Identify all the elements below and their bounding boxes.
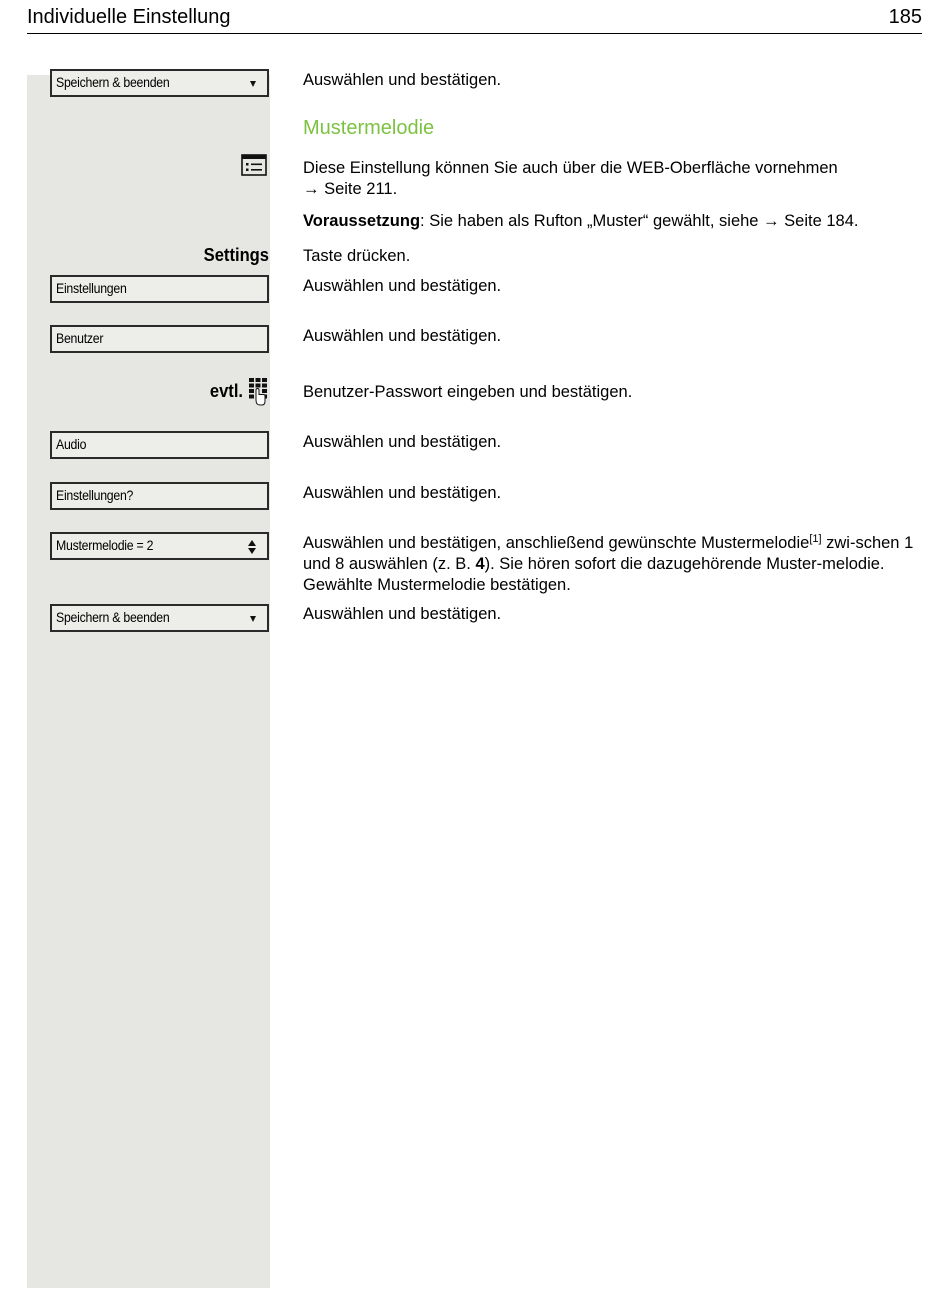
step-mustermelodie: [303, 533, 925, 596]
menu-label: Einstellungen: [56, 280, 127, 296]
melody-example: 4: [475, 555, 485, 573]
menu-label: Mustermelodie = 2: [56, 537, 154, 553]
step-audio: Auswählen und bestätigen.: [303, 433, 502, 451]
menu-save-end[interactable]: [50, 69, 269, 97]
menu-label: Speichern & beenden: [56, 609, 170, 625]
melody-text-3: ). Sie hören sofort die dazugehörende Muster-melodie. Gewählte Mustermelodie bestätigen.: [303, 555, 885, 594]
menu-label: Benutzer: [56, 330, 104, 346]
menu-einstellungen[interactable]: [50, 275, 269, 303]
footnote-ref[interactable]: [1]: [809, 533, 822, 545]
menu-label: Audio: [56, 436, 87, 452]
prerequisite-text: : Sie haben als Rufton „Muster“ gewählt, siehe → Seite 184.: [420, 212, 859, 230]
web-note-line2[interactable]: → Seite 211.: [303, 180, 398, 198]
menu-audio[interactable]: [50, 431, 269, 459]
menu-benutzer[interactable]: [50, 325, 269, 353]
step-einstellungen-q: Auswählen und bestätigen.: [303, 484, 502, 502]
keypad-icon: [248, 377, 268, 407]
header-title: Individuelle Einstellung: [27, 6, 231, 28]
evtl-label: evtl.: [209, 381, 243, 401]
step-einstellungen: Auswählen und bestätigen.: [303, 277, 502, 295]
section-heading: Mustermelodie: [303, 117, 435, 139]
step-benutzer: Auswählen und bestätigen.: [303, 327, 502, 345]
menu-save-end-2[interactable]: [50, 604, 269, 632]
menu-einstellungen-q[interactable]: [50, 482, 269, 510]
dropdown-arrow-icon: [250, 616, 256, 622]
melody-text-1: Auswählen und bestätigen, anschließend gewünschte Mustermelodie: [303, 534, 810, 552]
list-icon: [241, 154, 267, 176]
dropdown-arrow-icon: [250, 81, 256, 87]
page-number: 185: [888, 6, 922, 28]
press-key-text: Taste drücken.: [303, 247, 411, 265]
step-save-end: Auswählen und bestätigen.: [303, 71, 502, 89]
settings-key-label: Settings: [203, 245, 269, 265]
menu-label: Speichern & beenden: [56, 74, 170, 90]
step-save-end-2: Auswählen und bestätigen.: [303, 605, 502, 623]
web-note: [303, 158, 925, 200]
page-header: [27, 6, 922, 34]
web-note-line1: Diese Einstellung können Sie auch über die WEB-Oberfläche vornehmen: [303, 159, 838, 177]
up-down-arrow-icon: [248, 540, 256, 554]
melody-text-2: zwi-schen 1 und 8 auswählen (z. B.: [303, 534, 914, 573]
menu-mustermelodie[interactable]: [50, 532, 269, 560]
prerequisite-label: Voraussetzung: [303, 212, 421, 230]
prerequisite: [303, 211, 925, 232]
step-password: Benutzer-Passwort eingeben und bestätigen.: [303, 383, 633, 401]
menu-label: Einstellungen?: [56, 487, 134, 503]
